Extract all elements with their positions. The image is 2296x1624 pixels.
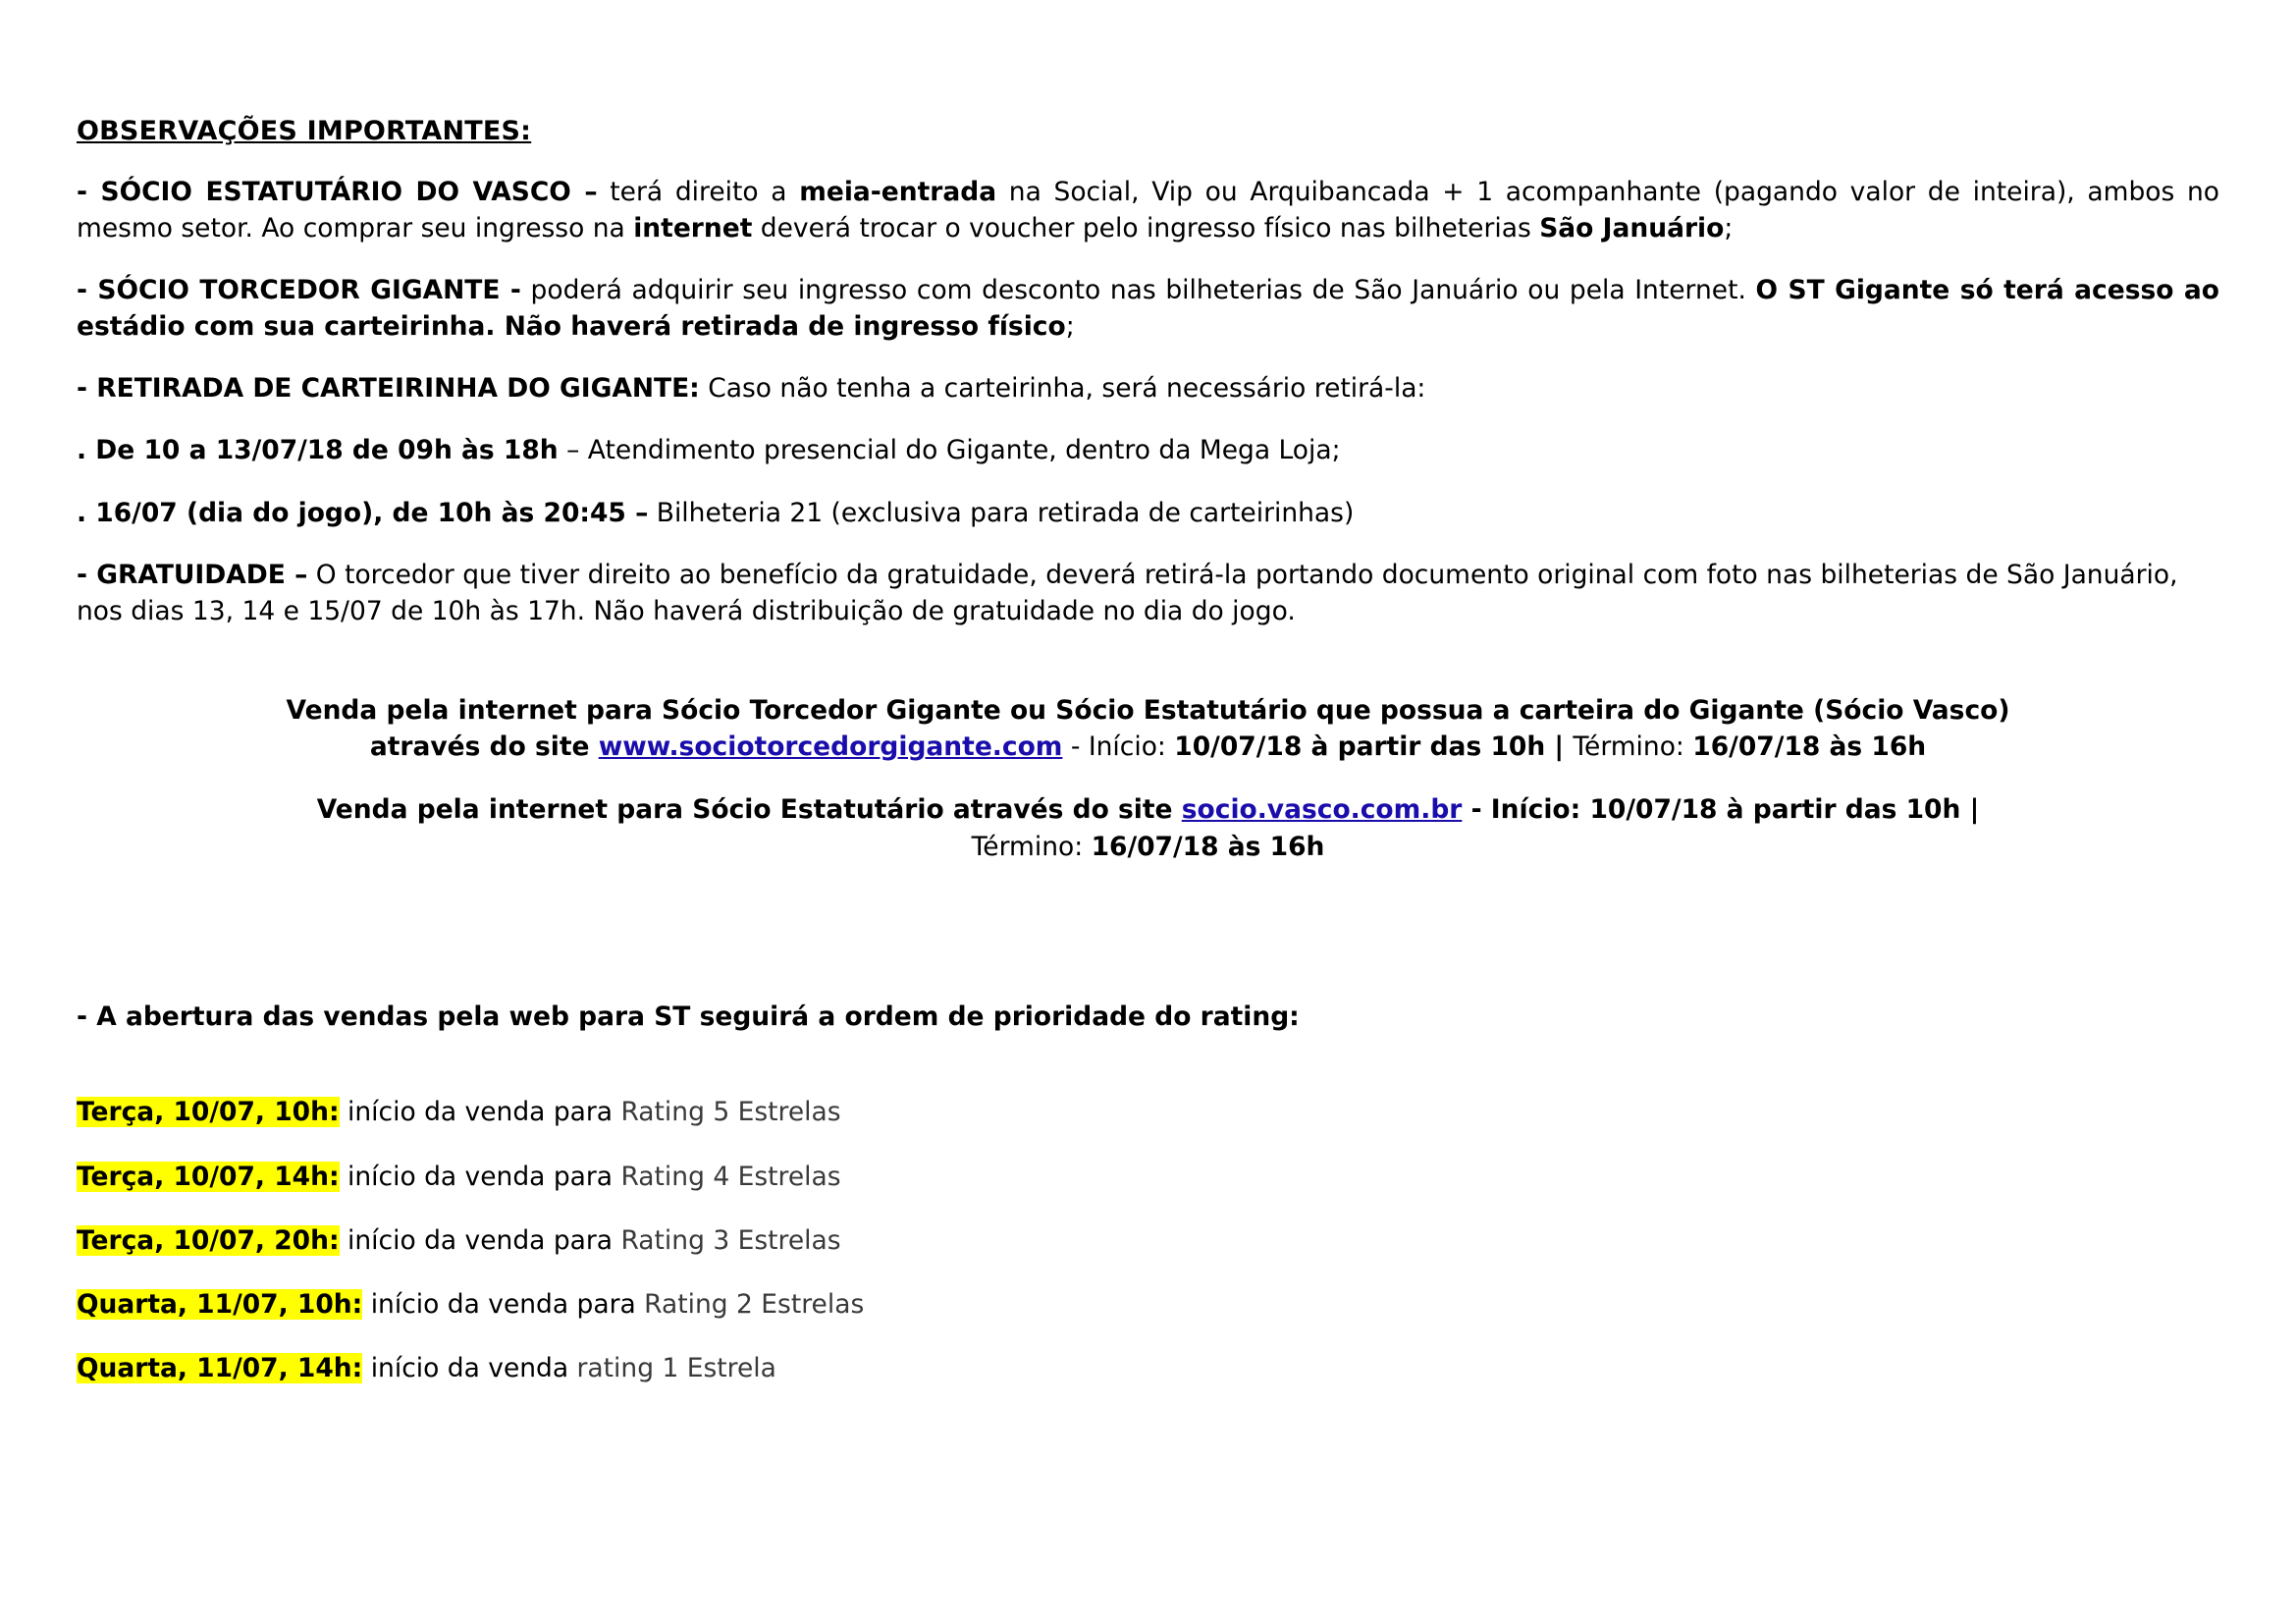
rating-row-mid: início da venda para — [339, 1224, 621, 1256]
socio-estatutario-bold-3: São Januário — [1539, 213, 1725, 244]
sales-info-block — [77, 692, 2219, 866]
rating-row-when: Terça, 10/07, 20h: — [77, 1224, 340, 1256]
socio-estatutario-bold-2: internet — [633, 213, 753, 244]
sales-line-2-prefix: através do site — [369, 731, 599, 763]
sales-spacer — [77, 766, 2219, 791]
socio-torcedor-label: - SÓCIO TORCEDOR GIGANTE - — [77, 275, 521, 306]
rating-row — [77, 1094, 2219, 1130]
rating-schedule-list — [77, 1094, 2219, 1385]
gratuidade-text: O torcedor que tiver direito ao benefício da gratuidade, deverá retirá-la portando documento original com foto nas bilheterias de São Januário, nos dias 13, 14 e 15/07 de 10h às 17h. Não haverá distribuição de gratuidade no dia do jogo. — [77, 559, 2178, 626]
retirada-line3-bold: . 16/07 (dia do jogo), de 10h às 20:45 – — [77, 497, 649, 528]
sales-line-2-termino-value: 16/07/18 às 16h — [1692, 731, 1927, 763]
rating-row-when: Quarta, 11/07, 14h: — [77, 1352, 363, 1383]
page-title: OBSERVAÇÕES IMPORTANTES: — [77, 116, 532, 146]
rating-row — [77, 1159, 2219, 1195]
socio-estatutario-text-4: ; — [1724, 213, 1734, 244]
sales-line-1 — [77, 692, 2219, 730]
rating-row — [77, 1286, 2219, 1323]
retirada-line3-text: Bilheteria 21 (exclusiva para retirada de carteirinhas) — [648, 497, 1355, 528]
sales-line-2-separator: | — [1545, 731, 1574, 763]
paragraph-retirada-line1 — [77, 370, 2219, 406]
rating-row-mid: início da venda para — [339, 1097, 621, 1128]
rating-intro: - A abertura das vendas pela web para ST seguirá a ordem de prioridade do rating: — [77, 1001, 1300, 1033]
rating-row-when: Terça, 10/07, 10h: — [77, 1097, 340, 1128]
retirada-line2-bold: . De 10 a 13/07/18 de 09h às 18h — [77, 435, 559, 466]
sales-line-4-termino-label: Término: — [971, 831, 1092, 862]
rating-row-mid: início da venda para — [362, 1288, 645, 1320]
retirada-label: - RETIRADA DE CARTEIRINHA DO GIGANTE: — [77, 373, 700, 405]
socio-estatutario-text-3: deverá trocar o voucher pelo ingresso físico nas bilheterias — [752, 213, 1540, 244]
socio-torcedor-text-2: ; — [1065, 311, 1075, 343]
rating-row-rest: rating 1 Estrela — [576, 1352, 776, 1383]
rating-row-when: Quarta, 11/07, 10h: — [77, 1288, 363, 1320]
socio-estatutario-bold-1: meia-entrada — [799, 177, 997, 207]
rating-row-rest: Rating 2 Estrelas — [644, 1288, 865, 1320]
gratuidade-label: - GRATUIDADE – — [77, 559, 308, 590]
rating-row-rest: Rating 5 Estrelas — [620, 1097, 841, 1128]
socio-estatutario-label: - SÓCIO ESTATUTÁRIO DO VASCO – — [77, 177, 598, 207]
socio-estatutario-text-2: na Social, Vip ou Arquibancada + 1 acompanhante (pagando valor de inteira), ambos no mesmo setor. Ao comprar seu ingresso na — [77, 177, 2220, 244]
paragraph-socio-estatutario — [77, 174, 2219, 246]
sales-line-2-inicio-value: 10/07/18 à partir das 10h — [1174, 731, 1546, 763]
rating-row-mid: início da venda — [362, 1352, 577, 1383]
retirada-text-1: Caso não tenha a carteirinha, será necessário retirá-la: — [699, 373, 1426, 405]
sales-line-2-inicio-label: - Início: — [1062, 731, 1175, 763]
paragraph-gratuidade — [77, 557, 2219, 629]
rating-row-rest: Rating 4 Estrelas — [620, 1161, 841, 1192]
sales-line-3-separator: | — [1960, 794, 1980, 826]
paragraph-retirada-line3 — [77, 495, 2219, 531]
sales-line-3-prefix: Venda pela internet para Sócio Estatutário através do site — [316, 794, 1182, 826]
rating-row-rest: Rating 3 Estrelas — [620, 1224, 841, 1256]
rating-row-mid: início da venda para — [339, 1161, 621, 1192]
sociotorcedorgigante-link[interactable]: www.sociotorcedorgigante.com — [598, 731, 1063, 763]
socio-torcedor-text-1: poderá adquirir seu ingresso com desconto nas bilheterias de São Januário ou pela Internet. — [520, 275, 1756, 306]
socio-torcedor-bold-1: O ST Gigante só terá acesso ao estádio com sua carteirinha. Não haverá retirada de ingresso físico — [77, 275, 2219, 343]
sales-line-1-text: Venda pela internet para Sócio Torcedor Gigante ou Sócio Estatutário que possua a carteira do Gigante (Sócio Vasco) — [286, 694, 2010, 726]
socio-vasco-link[interactable]: socio.vasco.com.br — [1181, 794, 1463, 826]
retirada-line2-text: – Atendimento presencial do Gigante, dentro da Mega Loja; — [558, 435, 1341, 466]
paragraph-socio-torcedor — [77, 272, 2219, 345]
sales-line-4 — [77, 829, 2219, 866]
sales-line-4-termino-value: 16/07/18 às 16h — [1091, 831, 1325, 862]
sales-line-2-termino-label: Término: — [1573, 731, 1693, 763]
socio-estatutario-text-1: terá direito a — [597, 177, 800, 207]
sales-line-2 — [77, 729, 2219, 766]
sales-line-3 — [77, 791, 2219, 829]
paragraph-retirada-line2 — [77, 432, 2219, 468]
rating-row — [77, 1350, 2219, 1386]
sales-line-3-inicio-label: - Início: — [1462, 794, 1590, 826]
sales-line-3-inicio-value: 10/07/18 à partir das 10h — [1589, 794, 1961, 826]
rating-row-when: Terça, 10/07, 14h: — [77, 1161, 340, 1192]
rating-row — [77, 1222, 2219, 1259]
